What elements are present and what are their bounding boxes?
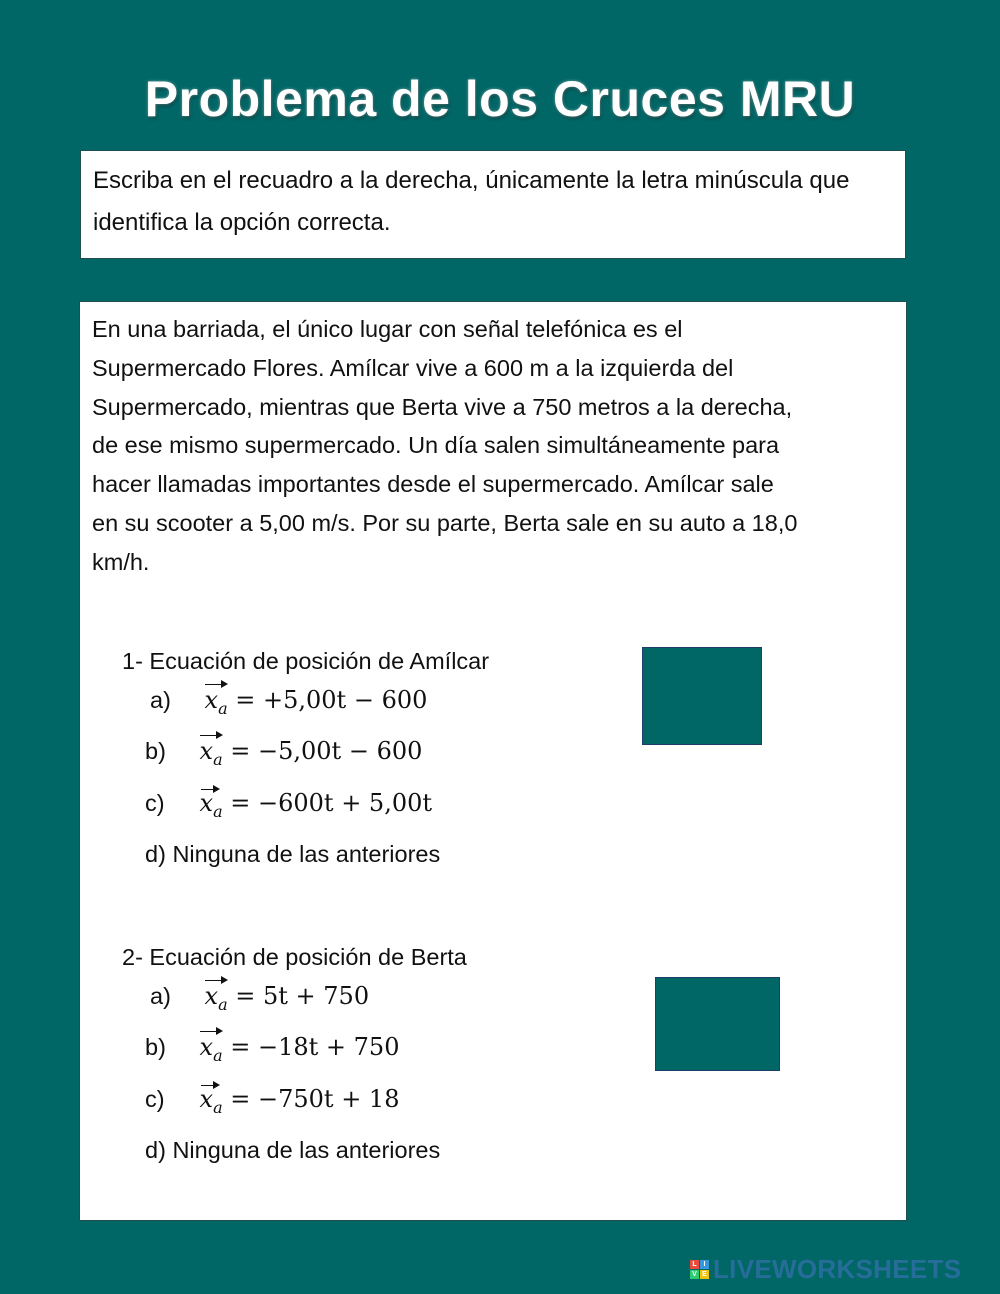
instructions-box	[80, 150, 906, 259]
option-label: b)	[145, 1034, 166, 1060]
problem-line: Supermercado Flores. Amílcar vive a 600 m a la izquierda del	[92, 354, 734, 381]
option-text: Ninguna de las anteriores	[172, 841, 441, 867]
question-1-title: 1- Ecuación de posición de Amílcar	[122, 648, 490, 674]
worksheet-title: Problema de los Cruces MRU	[144, 71, 856, 127]
problem-line: en su scooter a 5,00 m/s. Por su parte, Berta sale en su auto a 18,0	[92, 509, 798, 536]
option-label: c)	[145, 790, 165, 816]
question-1-option-d[interactable]	[145, 841, 440, 868]
problem-statement	[92, 310, 892, 582]
answer-box-question-2[interactable]	[655, 977, 780, 1071]
option-label: c)	[145, 1086, 165, 1112]
question-1-option-b[interactable]	[145, 737, 422, 769]
question-2-option-a[interactable]	[150, 982, 369, 1014]
answer-box-question-1[interactable]	[642, 647, 762, 745]
option-label: a)	[150, 983, 171, 1009]
equation: $x_a = -18t + 750$	[199, 1033, 400, 1065]
question-2-option-d[interactable]	[145, 1137, 440, 1164]
problem-line: En una barriada, el único lugar con señal telefónica es el	[92, 316, 683, 342]
instructions-text: Escriba en el recuadro a la derecha, únicamente la letra minúscula que identifica la opción correcta.	[93, 167, 850, 236]
question-2-title: 2- Ecuación de posición de Berta	[122, 944, 467, 970]
problem-line: km/h.	[92, 548, 150, 575]
liveworksheets-logo-icon: L I V E	[690, 1260, 709, 1279]
question-1-option-c[interactable]	[145, 789, 432, 821]
problem-line: Supermercado, mientras que Berta vive a 750 metros a la derecha,	[92, 393, 793, 420]
problem-line: de ese mismo supermercado. Un día salen simultáneamente para	[92, 432, 780, 459]
option-label: b)	[145, 738, 166, 764]
equation: $x_a = +5,00t - 600$	[204, 686, 428, 718]
question-2-option-b[interactable]	[145, 1033, 399, 1065]
watermark-text: LIVEWORKSHEETS	[713, 1253, 962, 1284]
equation: $x_a = 5t + 750$	[204, 982, 370, 1014]
option-label: d)	[145, 841, 166, 867]
liveworksheets-watermark	[690, 1254, 961, 1284]
question-1-option-a[interactable]	[150, 686, 427, 718]
option-label: a)	[150, 687, 171, 713]
option-label: d)	[145, 1137, 166, 1163]
option-text: Ninguna de las anteriores	[172, 1137, 441, 1163]
equation: $x_a = -600t + 5,00t$	[199, 789, 433, 821]
problem-panel	[79, 301, 907, 1221]
question-2-option-c[interactable]	[145, 1085, 399, 1117]
equation: $x_a = -750t + 18$	[199, 1085, 400, 1117]
problem-line: hacer llamadas importantes desde el supermercado. Amílcar sale	[92, 471, 774, 498]
equation: $x_a = -5,00t - 600$	[199, 737, 423, 769]
